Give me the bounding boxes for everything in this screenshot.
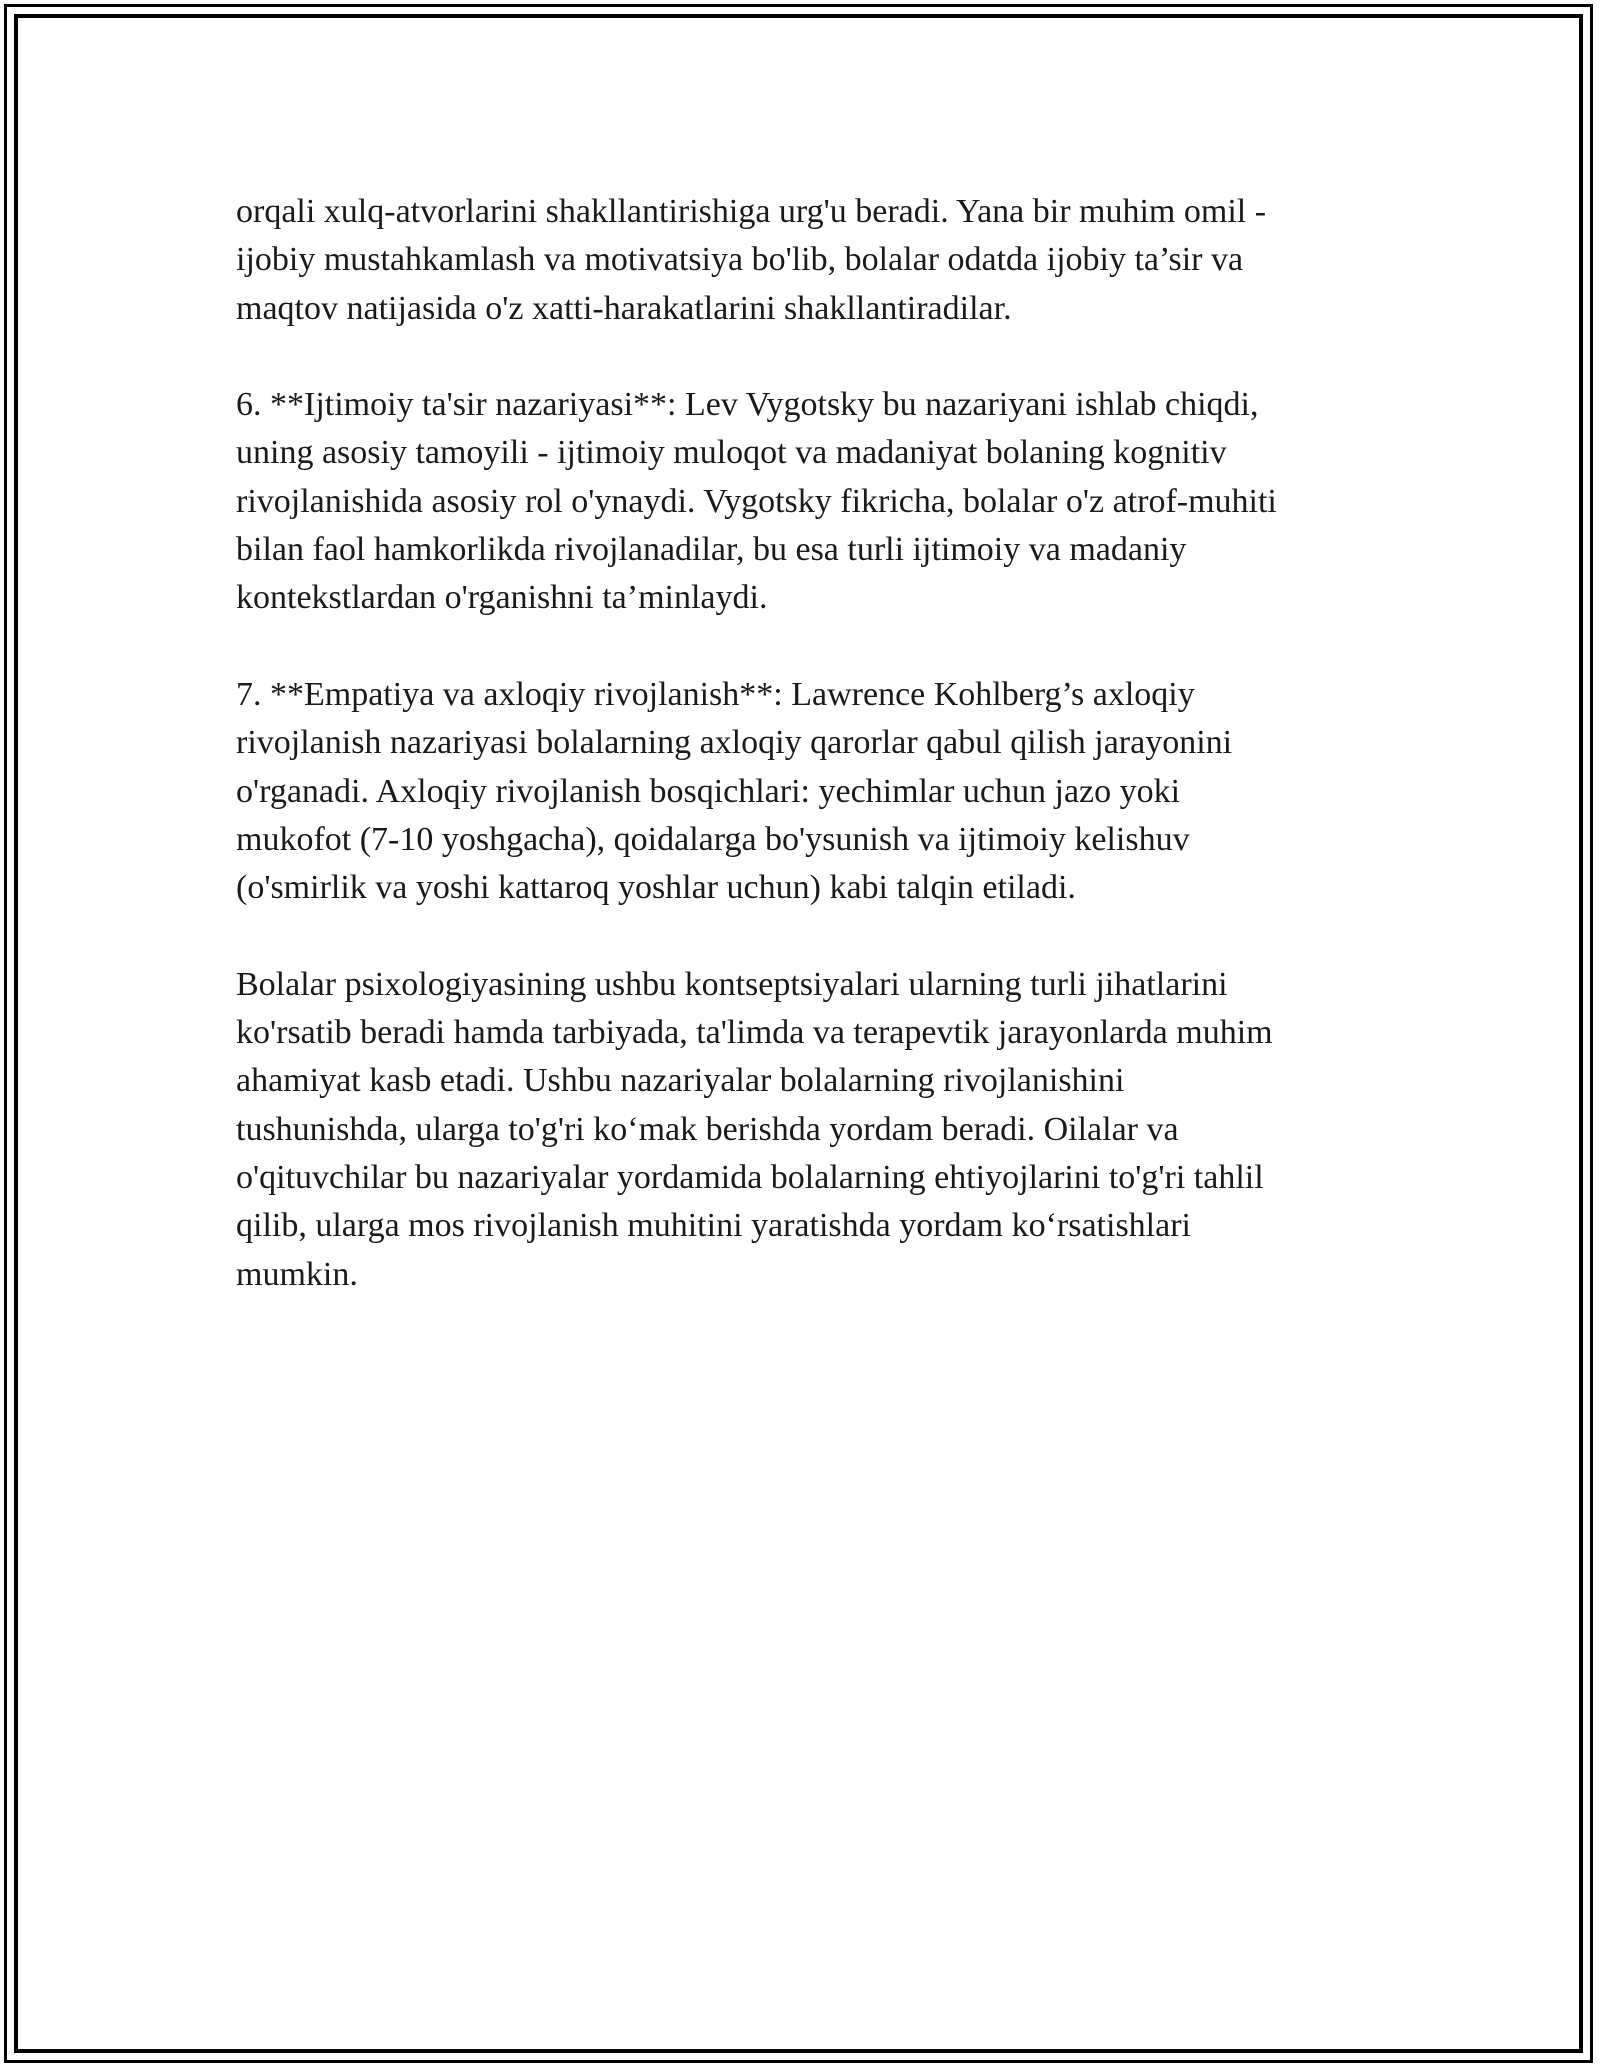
document-body — [236, 188, 1376, 1347]
paragraph-continuation: orqali xulq-atvorlarini shakllantirishiga urg'u beradi. Yana bir muhim omil - ijobiy mustahkamlash va motivatsiya bo'lib, bolalar odatda ijobiy ta’sir va maqtov natijasida o'z xatti-harakatlarini shakllantiradilar. — [236, 193, 1267, 327]
paragraph-conclusion: Bolalar psixologiyasining ushbu kontseptsiyalari ularning turli jihatlarini ko'rsatib beradi hamda tarbiyada, ta'limda va terapevtik jarayonlarda muhim ahamiyat kasb etadi. Ushbu nazariyalar bolalarning rivojlanishini tushunishda, ularga to'g'ri ko‘mak berishda yordam beradi. Oilalar va o'qituvchilar bu nazariyalar yordamida bolalarning ehtiyojlarini to'g'ri tahlil qilib, ularga mos rivojlanish muhitini yaratishda yordam ko‘rsatishlari mumkin. — [236, 965, 1273, 1293]
paragraph-item-6: 6. **Ijtimoiy ta'sir nazariyasi**: Lev Vygotsky bu nazariyani ishlab chiqdi, uning asosiy tamoyili - ijtimoiy muloqot va madaniyat bolaning kognitiv rivojlanishida asosiy rol o'ynaydi. Vygotsky fikricha, bolalar o'z atrof-muhiti bilan faol hamkorlikda rivojlanadilar, bu esa turli ijtimoiy va madaniy kontekstlardan o'rganishni ta’minlaydi. — [236, 386, 1277, 617]
paragraph-item-7: 7. **Empatiya va axloqiy rivojlanish**: Lawrence Kohlberg’s axloqiy rivojlanish nazariyasi bolalarning axloqiy qarorlar qabul qilish jarayonini o'rganadi. Axloqiy rivojlanish bosqichlari: yechimlar uchun jazo yoki mukofot (7-10 yoshgacha), qoidalarga bo'ysunish va ijtimoiy kelishuv (o'smirlik va yoshi kattaroq yoshlar uchun) kabi talqin etiladi. — [236, 675, 1233, 907]
